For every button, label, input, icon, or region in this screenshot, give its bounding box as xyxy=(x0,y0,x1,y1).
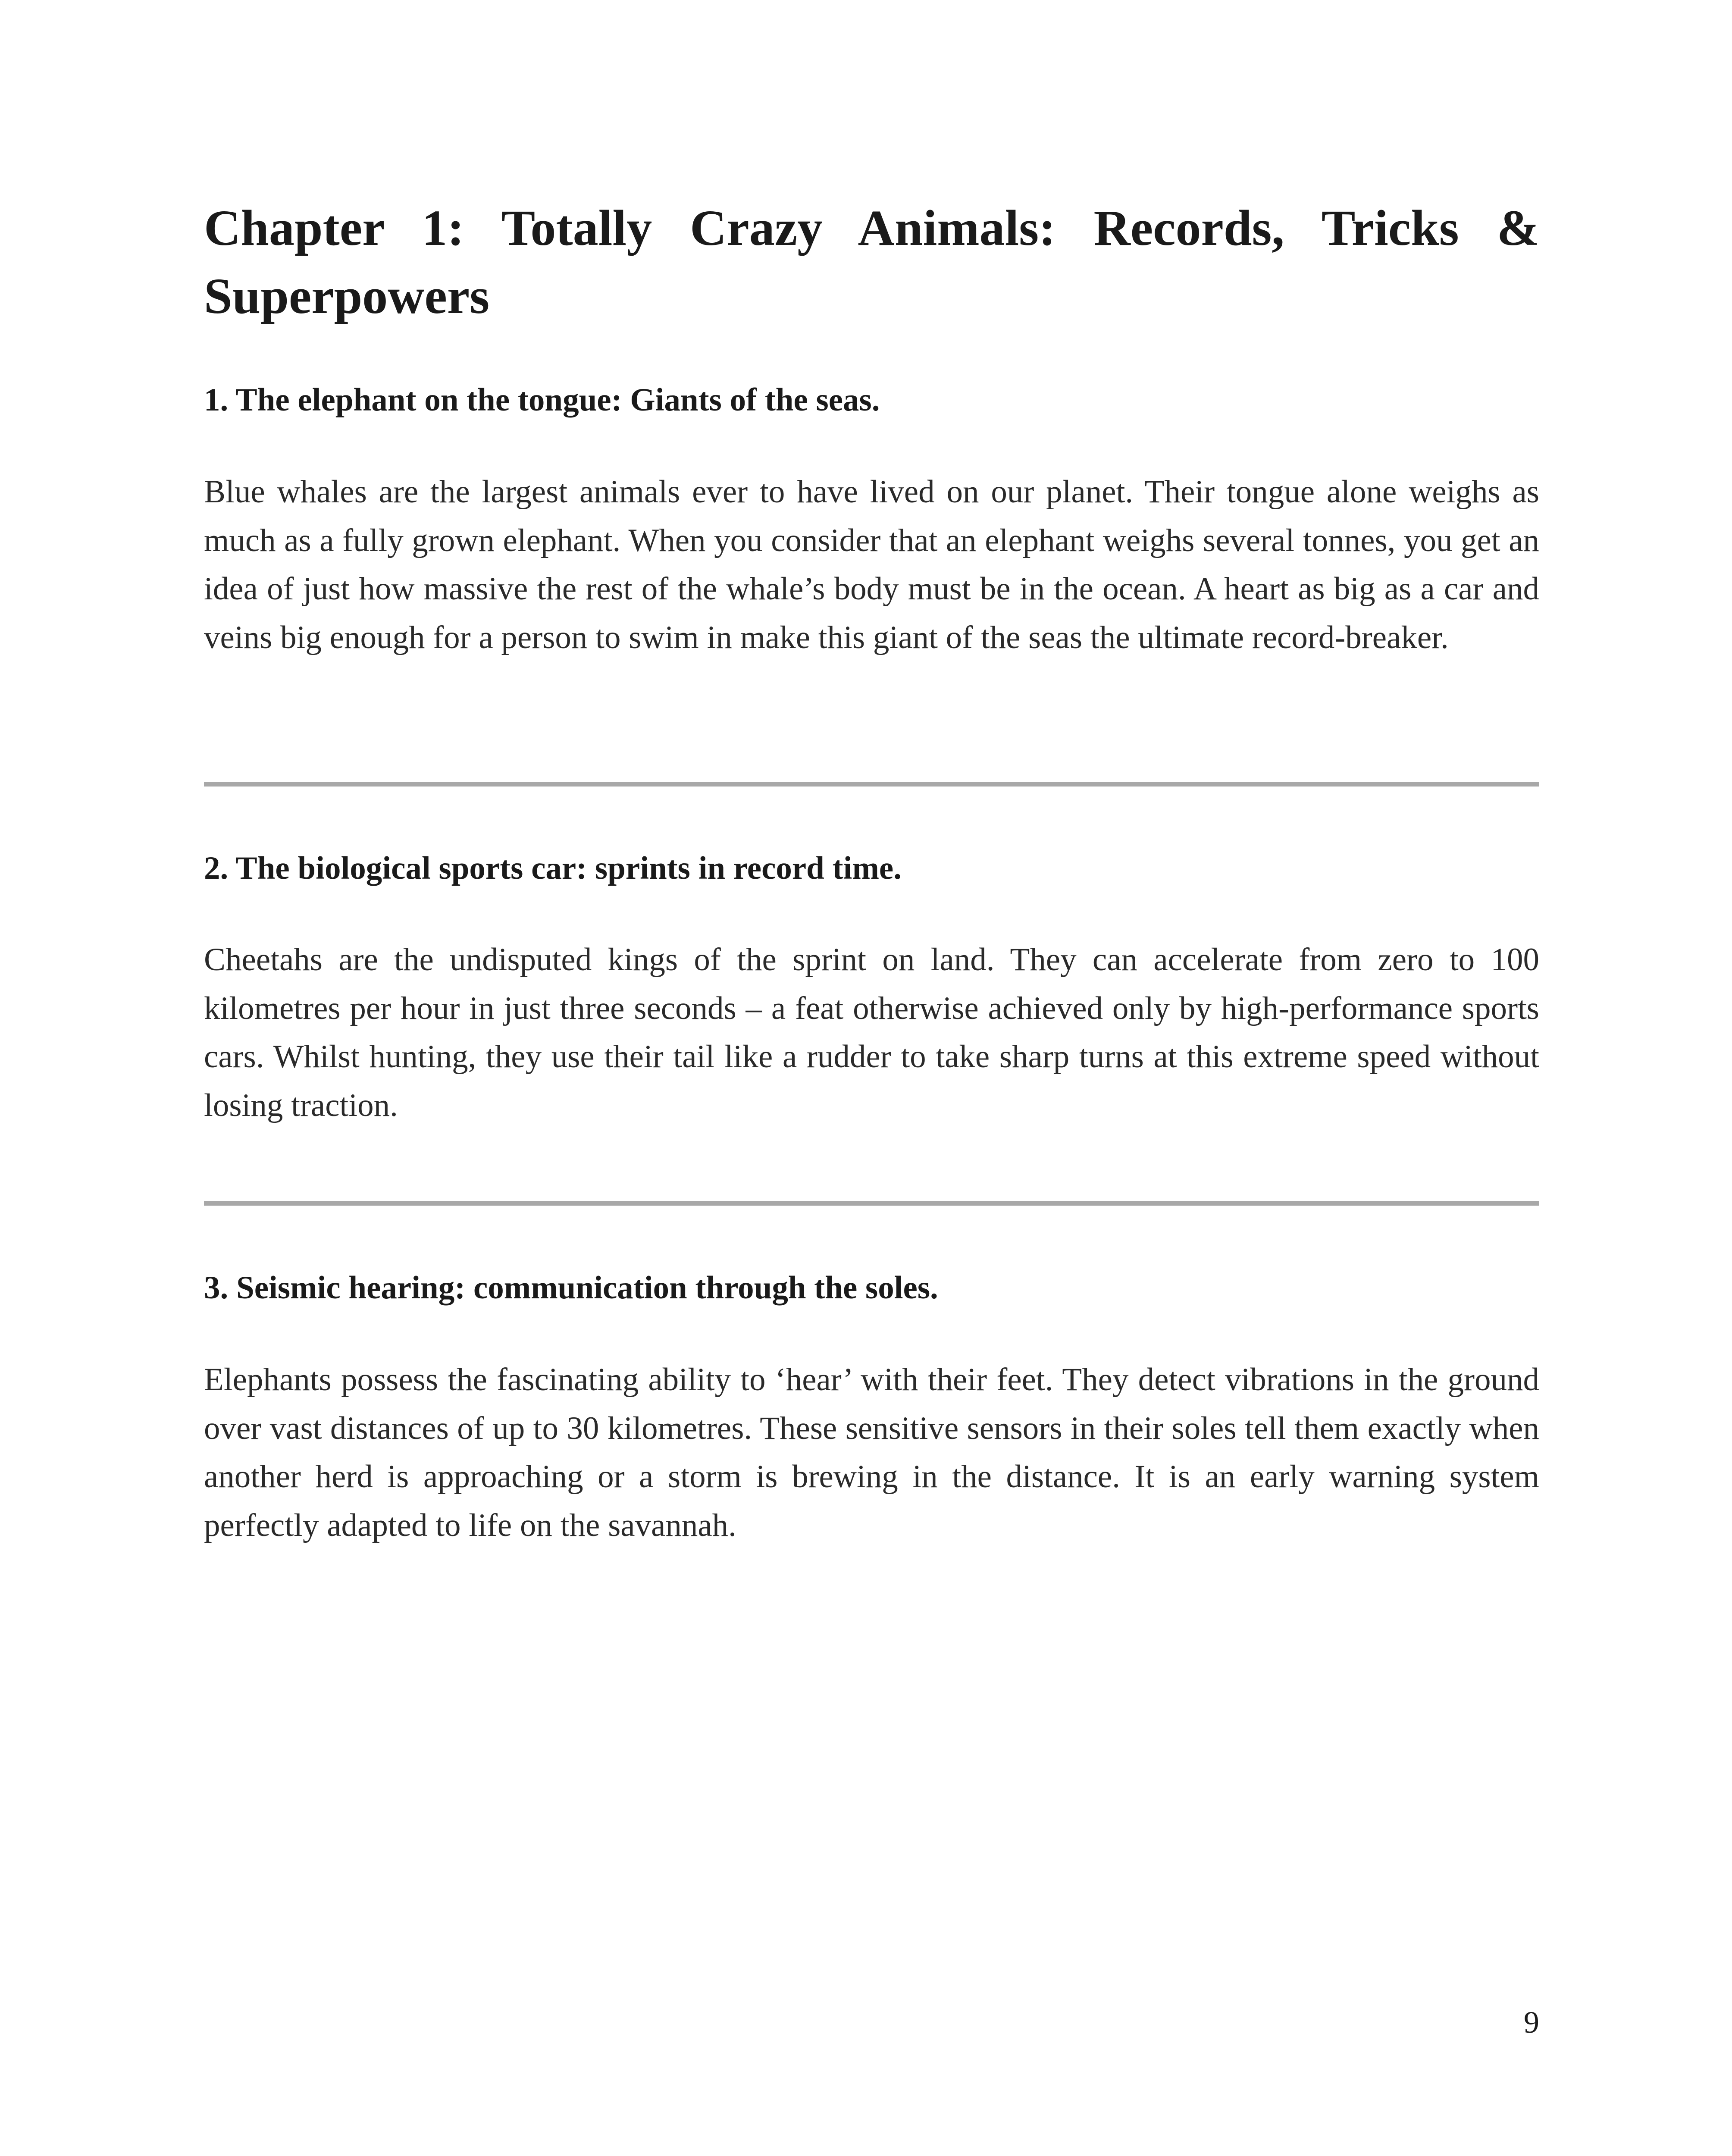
section-heading-2: 2. The biological sports car: sprints in record time. xyxy=(204,850,902,886)
page-number: 9 xyxy=(1524,2005,1539,2040)
section-body-3: Elephants possess the fascinating ability to ‘hear’ with their feet. They detect vibrations in the ground over vast distances of up to 30 kilometres. These sensitive sensors in their soles tell them exactly when another herd is approaching or a storm is brewing in the distance. It is an early warning system perfectly adapted to life on the savannah. xyxy=(204,1362,1539,1543)
section-divider-1 xyxy=(204,782,1539,787)
section-heading-1: 1. The elephant on the tongue: Giants of the seas. xyxy=(204,382,880,418)
chapter-title: Chapter 1: Totally Crazy Animals: Records, Tricks & Superpowers xyxy=(204,200,1539,324)
section-heading-3: 3. Seismic hearing: communication through the soles. xyxy=(204,1270,938,1306)
section-divider-2 xyxy=(204,1201,1539,1206)
section-body-2: Cheetahs are the undisputed kings of the sprint on land. They can accelerate from zero to 100 kilometres per hour in just three seconds – a feat otherwise achieved only by high-performance sports cars. Whilst hunting, they use their tail like a rudder to take sharp turns at this extreme speed without losing traction. xyxy=(204,942,1539,1123)
section-body-1: Blue whales are the largest animals ever to have lived on our planet. Their tongue alone weighs as much as a fully grown elephant. When you consider that an elephant weighs several tonnes, you get an idea of just how massive the rest of the whale’s body must be in the ocean. A heart as big as a car and veins big enough for a person to swim in make this giant of the seas the ultimate record-breaker. xyxy=(204,474,1539,655)
